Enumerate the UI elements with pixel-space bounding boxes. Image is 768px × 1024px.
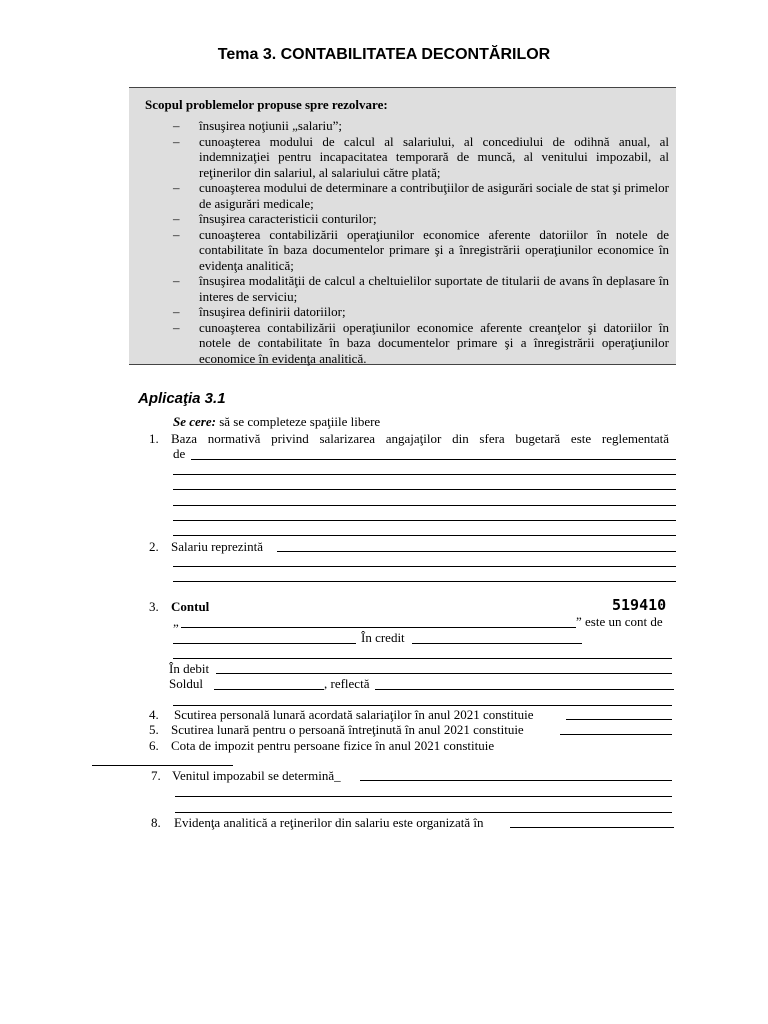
answer-blank[interactable] bbox=[173, 520, 676, 521]
answer-blank[interactable] bbox=[173, 566, 676, 567]
answer-blank[interactable] bbox=[175, 812, 672, 813]
question-number: 5. bbox=[149, 722, 159, 737]
dash-marker: – bbox=[173, 180, 180, 195]
question-number: 8. bbox=[151, 815, 161, 830]
objective-item bbox=[129, 118, 676, 134]
answer-blank[interactable] bbox=[560, 734, 672, 735]
answer-blank[interactable] bbox=[175, 796, 672, 797]
objective-text: însuşirea noţiunii „salariu”; bbox=[199, 118, 342, 133]
task-instruction bbox=[173, 414, 380, 430]
answer-blank[interactable] bbox=[216, 673, 672, 674]
answer-blank[interactable] bbox=[181, 627, 576, 628]
task-label: Se cere: bbox=[173, 414, 216, 429]
objectives-box bbox=[129, 87, 676, 365]
answer-blank[interactable] bbox=[173, 474, 676, 475]
question-text: Venitul impozabil se determină_ bbox=[172, 768, 341, 783]
answer-blank[interactable] bbox=[412, 643, 582, 644]
objective-item bbox=[129, 304, 676, 320]
question-number: 1. bbox=[149, 431, 159, 446]
dash-marker: – bbox=[173, 211, 180, 226]
objective-item bbox=[129, 320, 676, 367]
dash-marker: – bbox=[173, 319, 180, 335]
answer-blank[interactable] bbox=[173, 505, 676, 506]
answer-blank[interactable] bbox=[277, 551, 676, 552]
objective-text: însuşirea definirii datoriilor; bbox=[199, 304, 346, 319]
answer-blank[interactable] bbox=[173, 489, 676, 490]
balance-label: Soldul bbox=[169, 676, 203, 691]
question-text: Scutirea personală lunară acordată salariaţilor în anul 2021 constituie bbox=[174, 707, 534, 722]
objective-text: însuşirea modalităţii de calcul a cheltuielilor suportate de titularii de avans în deplasare în interes de serviciu; bbox=[199, 273, 669, 304]
answer-blank[interactable] bbox=[214, 689, 324, 690]
answer-blank[interactable] bbox=[191, 459, 676, 460]
objective-text: cunoaşterea contabilizării operaţiunilor economice aferente creanţelor şi datoriilor în notele de contabilitate în baza documentelor primare şi a înregistrării operaţiunilor economice în evidenţa analitică. bbox=[199, 319, 669, 366]
page-title: Tema 3. CONTABILITATEA DECONTĂRILOR bbox=[217, 46, 551, 63]
answer-blank[interactable] bbox=[360, 780, 672, 781]
answer-blank[interactable] bbox=[375, 689, 674, 690]
dash-marker: – bbox=[173, 118, 180, 133]
reflects-label: , reflectă bbox=[324, 676, 370, 691]
objective-text: cunoaşterea contabilizării operaţiunilor economice aferente datoriilor în notele de contabilitate în baza documentelor primare şi a înregistrării operaţiunilor economice în evidenţa analitică; bbox=[199, 226, 669, 273]
question-number: 7. bbox=[151, 768, 161, 783]
account-label: Contul bbox=[171, 599, 210, 614]
objective-text: cunoaşterea modului de determinare a contribuţiilor de asigurări sociale de stat şi primelor de asigurări medicale; bbox=[199, 180, 669, 211]
answer-blank[interactable] bbox=[92, 765, 233, 766]
debit-label: În debit bbox=[169, 661, 210, 676]
application-title: Aplicaţia 3.1 bbox=[138, 390, 226, 407]
question-number: 3. bbox=[149, 599, 159, 614]
answer-blank[interactable] bbox=[173, 658, 672, 659]
question-text: ” este un cont de bbox=[576, 614, 663, 629]
question-text: Salariu reprezintă bbox=[171, 539, 264, 554]
objective-item bbox=[129, 180, 676, 211]
answer-blank[interactable] bbox=[173, 643, 356, 644]
answer-blank[interactable] bbox=[173, 581, 676, 582]
dash-marker: – bbox=[173, 304, 180, 319]
answer-blank[interactable] bbox=[566, 719, 672, 720]
dash-marker: – bbox=[173, 133, 180, 149]
answer-blank[interactable] bbox=[173, 705, 672, 706]
credit-label: În credit bbox=[361, 630, 405, 645]
quote-open: „ bbox=[173, 614, 179, 629]
answer-blank[interactable] bbox=[510, 827, 674, 828]
objective-text: cunoaşterea modului de calcul al salariului, al concediului de odihnă anual, al indemnizaţiei pentru incapacitatea temporară de muncă, al venitului impozabil, al reţinerilor din salariul, al salariului către plată; bbox=[199, 133, 669, 180]
question-number: 6. bbox=[149, 738, 159, 753]
objective-item bbox=[129, 273, 676, 304]
question-text: Baza normativă privind salarizarea angajaţilor din sfera bugetară este reglementată bbox=[171, 431, 669, 446]
objectives-list bbox=[129, 118, 676, 366]
answer-blank[interactable] bbox=[173, 535, 676, 536]
dash-marker: – bbox=[173, 226, 180, 242]
question-text: Scutirea lunară pentru o persoană întreţinută în anul 2021 constituie bbox=[171, 722, 524, 737]
question-text: Evidenţa analitică a reţinerilor din salariu este organizată în bbox=[174, 815, 484, 830]
dash-marker: – bbox=[173, 273, 180, 288]
question-number: 2. bbox=[149, 539, 159, 554]
task-text: să se completeze spaţiile libere bbox=[215, 414, 381, 429]
objective-text: însuşirea caracteristicii conturilor; bbox=[199, 211, 377, 226]
account-number: 519410 bbox=[612, 596, 667, 614]
question-text: de bbox=[173, 446, 186, 461]
question-text: Cota de impozit pentru persoane fizice în anul 2021 constituie bbox=[171, 738, 495, 753]
objectives-heading: Scopul problemelor propuse spre rezolvare: bbox=[145, 97, 388, 112]
objective-item bbox=[129, 211, 676, 227]
question-number: 4. bbox=[149, 707, 159, 722]
objective-item bbox=[129, 227, 676, 274]
objective-item bbox=[129, 134, 676, 181]
